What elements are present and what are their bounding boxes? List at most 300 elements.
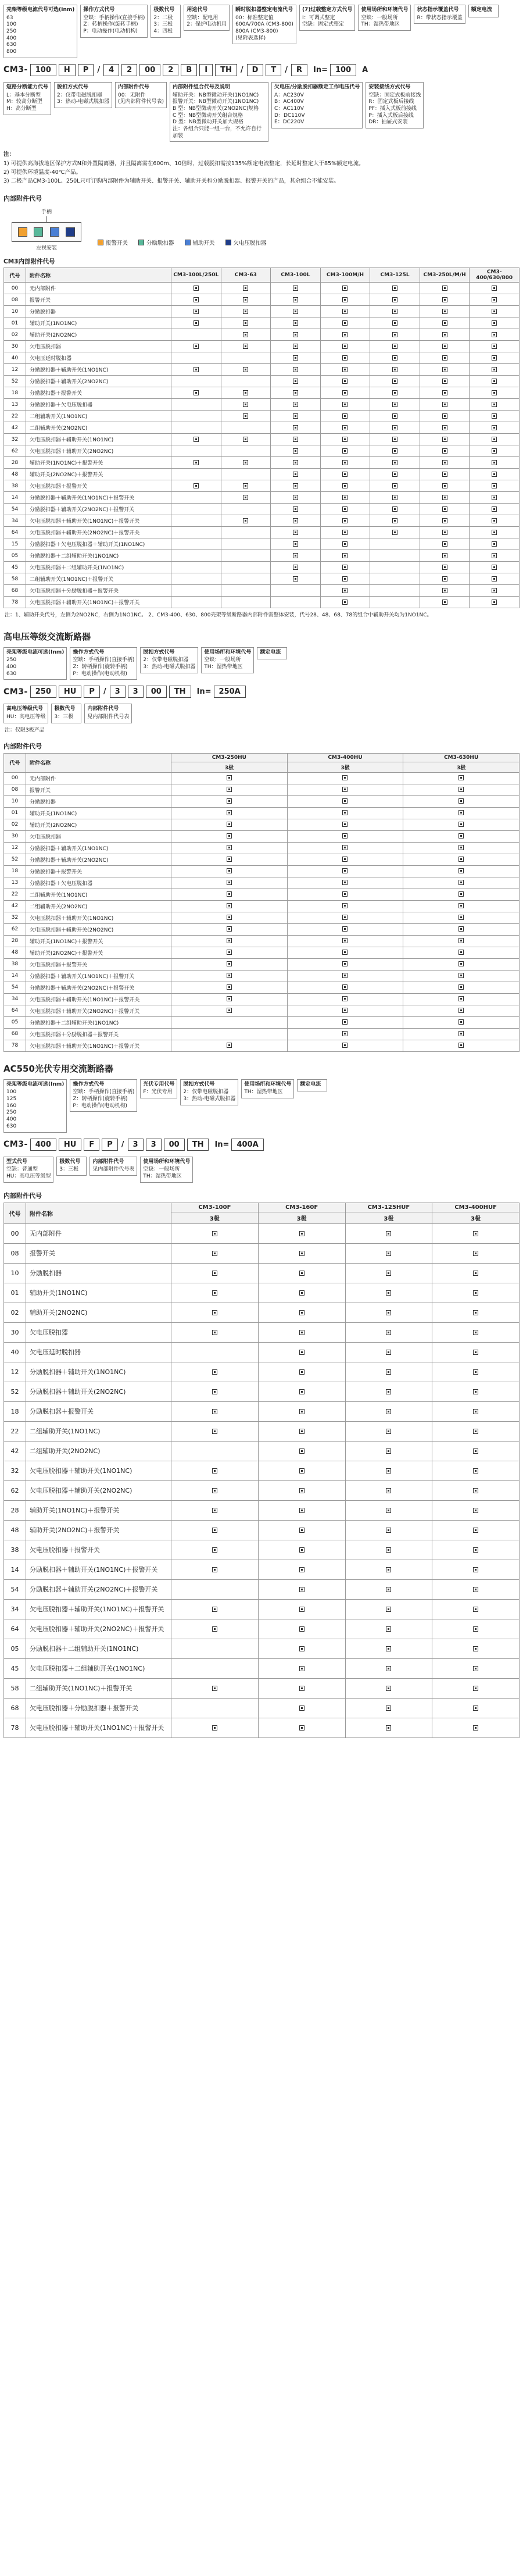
availability-cell	[221, 399, 271, 411]
availability-mark	[458, 984, 464, 990]
availability-cell	[403, 854, 520, 865]
availability-mark	[342, 297, 348, 302]
model3-code-line	[3, 1139, 520, 1151]
annotation-box-title: 光伏专用代号	[143, 1081, 175, 1087]
availability-cell	[258, 1362, 345, 1382]
availability-mark	[473, 1409, 478, 1414]
code-segment: 4	[103, 64, 119, 76]
annotation-box-item: L：基本分断型	[6, 92, 41, 98]
availability-cell	[432, 1401, 520, 1421]
availability-mark	[194, 297, 199, 302]
availability-mark	[442, 600, 447, 605]
annotation-box	[3, 1157, 53, 1183]
availability-cell	[420, 469, 470, 480]
availability-mark	[442, 309, 447, 314]
availability-cell	[345, 1500, 432, 1520]
accessory-name: 欠电压脱扣器＋辅助开关(2NO2NC)	[26, 923, 171, 935]
code-segment: 400	[30, 1139, 56, 1151]
availability-mark	[293, 565, 298, 570]
availability-cell	[403, 993, 520, 1005]
accessory-name: 分励脱扣器＋辅助开关(1NO1NC)＋报警开关	[26, 970, 171, 982]
availability-cell	[403, 877, 520, 889]
annotation-box-item: Z：转柄操作(旋转手柄)	[83, 22, 138, 28]
availability-mark	[442, 495, 447, 500]
availability-cell	[171, 585, 221, 597]
availability-mark	[473, 1607, 478, 1612]
availability-cell	[171, 784, 288, 795]
availability-mark	[194, 309, 199, 314]
availability-mark	[342, 822, 348, 827]
availability-cell	[320, 550, 370, 562]
availability-cell	[432, 1658, 520, 1678]
availability-cell	[221, 573, 271, 585]
availability-cell	[432, 1698, 520, 1718]
model2-code-line	[3, 686, 520, 698]
availability-mark	[243, 367, 248, 372]
availability-cell	[171, 947, 288, 958]
availability-cell	[171, 830, 288, 842]
model-column-header: CM3-250L/M/H	[420, 268, 470, 283]
annotation-box-title: 极数代号	[153, 7, 175, 13]
table-row	[4, 550, 520, 562]
annotation-box-item: HU：高电压等级型	[6, 1173, 51, 1179]
annotation-box-item: 辅助开关：NB型微动开关(1NO1NC)	[173, 92, 259, 98]
availability-cell	[171, 445, 221, 457]
table-row	[4, 283, 520, 294]
availability-cell	[345, 1322, 432, 1342]
table-row	[4, 1520, 520, 1540]
availability-mark	[392, 344, 397, 349]
availability-mark	[293, 518, 298, 523]
availability-mark	[386, 1468, 391, 1473]
name-column-header: 附件名称	[26, 753, 171, 772]
annotation-box-item: 空缺：固定式整定	[302, 22, 344, 28]
availability-cell	[470, 562, 520, 573]
rated-current-label: In=	[214, 1140, 230, 1149]
availability-mark	[492, 541, 497, 547]
availability-cell	[420, 294, 470, 306]
annotation-box-title: (7)过载整定方式代号	[302, 7, 353, 13]
availability-cell	[432, 1362, 520, 1382]
accessory-code: 48	[4, 947, 26, 958]
accessory-code: 02	[4, 1303, 26, 1322]
availability-mark	[212, 1626, 217, 1632]
code-segment: HU	[59, 686, 81, 698]
availability-cell	[403, 947, 520, 958]
accessory-position-block	[66, 227, 75, 237]
cm3-accessory-table	[3, 267, 520, 608]
annotation-box-item: 注：各组合只能一组一台，不允许自行加装	[173, 126, 262, 139]
availability-mark	[342, 588, 348, 593]
availability-mark	[194, 286, 199, 291]
availability-mark	[342, 926, 348, 932]
availability-cell	[171, 1016, 288, 1028]
accessory-code: 42	[4, 422, 26, 434]
availability-mark	[442, 286, 447, 291]
table-head	[4, 268, 520, 283]
annotation-box-title: 脱扣方式代号	[143, 649, 175, 655]
availability-mark	[458, 857, 464, 862]
availability-mark	[492, 506, 497, 512]
availability-mark	[212, 1567, 217, 1572]
annotation-box	[140, 1157, 193, 1183]
availability-cell	[345, 1619, 432, 1639]
availability-mark	[293, 495, 298, 500]
availability-mark	[243, 483, 248, 488]
accessory-name: 分励脱扣器＋辅助开关(1NO1NC)＋报警开关	[26, 492, 171, 504]
availability-cell	[370, 341, 420, 352]
availability-mark	[342, 903, 348, 908]
table-row	[4, 854, 520, 865]
availability-cell	[171, 294, 221, 306]
table-row	[4, 935, 520, 947]
availability-cell	[221, 364, 271, 376]
annotation-box-item: D 型：NB型微动开关加大规格	[173, 119, 243, 126]
annotation-box-item: 3：三极	[54, 714, 74, 720]
annotation-box-title: 操作方式代号	[83, 7, 115, 13]
code-separator: /	[121, 1140, 124, 1149]
availability-cell	[171, 935, 288, 947]
availability-cell	[171, 457, 221, 469]
accessory-code: 54	[4, 982, 26, 993]
availability-cell	[470, 527, 520, 538]
availability-cell	[258, 1421, 345, 1441]
availability-cell	[403, 900, 520, 912]
availability-mark	[392, 286, 397, 291]
accessory-code: 10	[4, 306, 26, 317]
annotation-box-item: 3：热动-电磁式脱扣器	[143, 663, 196, 670]
accessory-name: 欠电压脱扣器＋辅助开关(1NO1NC)＋报警开关	[26, 1718, 171, 1737]
availability-mark	[473, 1330, 478, 1335]
availability-cell	[345, 1540, 432, 1560]
availability-cell	[171, 317, 221, 329]
availability-cell	[171, 1480, 259, 1500]
availability-mark	[458, 926, 464, 932]
table-row	[4, 1560, 520, 1579]
table-row	[4, 772, 520, 784]
note-item: 2) 可提供环境温度-40℃产品。	[3, 169, 81, 176]
availability-mark	[442, 576, 447, 581]
availability-cell	[370, 504, 420, 515]
availability-mark	[386, 1725, 391, 1731]
accessory-code: 32	[4, 1461, 26, 1480]
availability-cell	[320, 283, 370, 294]
code-segment: B	[181, 64, 197, 76]
table-row	[4, 562, 520, 573]
annotation-box-item: C 型：NB型微动开关组合规格	[173, 112, 243, 119]
annotation-box-title: 极数代号	[59, 1158, 81, 1165]
availability-mark	[194, 437, 199, 442]
availability-mark	[473, 1508, 478, 1513]
availability-mark	[392, 518, 397, 523]
availability-cell	[258, 1639, 345, 1658]
availability-mark	[212, 1607, 217, 1612]
accessory-code: 68	[4, 585, 26, 597]
availability-mark	[386, 1409, 391, 1414]
availability-mark	[442, 367, 447, 372]
availability-mark	[243, 413, 248, 419]
pole-subheader: 3极	[432, 1212, 520, 1223]
availability-cell	[470, 399, 520, 411]
table-row	[4, 329, 520, 341]
availability-cell	[171, 854, 288, 865]
accessory-name: 报警开关	[26, 1243, 171, 1263]
availability-mark	[227, 915, 232, 920]
availability-cell	[320, 445, 370, 457]
availability-cell	[345, 1441, 432, 1461]
availability-cell	[271, 492, 321, 504]
breaker-drawing	[12, 208, 81, 251]
accessory-code: 38	[4, 480, 26, 492]
table-row	[4, 411, 520, 422]
availability-mark	[442, 320, 447, 326]
availability-cell	[287, 807, 403, 819]
accessory-name: 欠电压脱扣器	[26, 1322, 171, 1342]
availability-mark	[392, 472, 397, 477]
annotation-box-item: 400	[6, 35, 17, 41]
availability-cell	[171, 1005, 288, 1016]
accessory-code: 12	[4, 842, 26, 854]
table-row	[4, 947, 520, 958]
accessory-code: 14	[4, 970, 26, 982]
availability-mark	[299, 1587, 305, 1592]
accessory-code: 28	[4, 1500, 26, 1520]
availability-cell	[370, 597, 420, 608]
availability-mark	[293, 367, 298, 372]
availability-mark	[293, 530, 298, 535]
availability-cell	[420, 562, 470, 573]
table-row	[4, 306, 520, 317]
model1-code-line	[3, 64, 520, 76]
annotation-box-item: 250	[6, 1109, 17, 1116]
availability-mark	[392, 413, 397, 419]
availability-cell	[370, 573, 420, 585]
annotation-box-title: 内部附件代号	[87, 706, 119, 712]
availability-mark	[342, 472, 348, 477]
availability-cell	[258, 1560, 345, 1579]
availability-mark	[243, 297, 248, 302]
availability-mark	[458, 880, 464, 885]
availability-mark	[442, 344, 447, 349]
availability-cell	[470, 492, 520, 504]
availability-mark	[212, 1429, 217, 1434]
annotation-box-item: 00：无附件	[118, 92, 146, 98]
availability-cell	[432, 1263, 520, 1283]
model-column-header: CM3-100F	[171, 1203, 259, 1212]
availability-cell	[320, 364, 370, 376]
availability-mark	[473, 1310, 478, 1315]
annotation-box	[140, 647, 198, 673]
accessory-code: 64	[4, 1005, 26, 1016]
table-row	[4, 842, 520, 854]
availability-mark	[212, 1686, 217, 1691]
accessory-name: 分励脱扣器＋欠电压脱扣器	[26, 877, 171, 889]
accessory-code: 62	[4, 1480, 26, 1500]
annotation-box-item: TH：湿热带地区	[204, 663, 243, 670]
availability-cell	[271, 317, 321, 329]
availability-cell	[271, 573, 321, 585]
annotation-box-title: 操作方式代号	[73, 649, 105, 655]
availability-cell	[345, 1520, 432, 1540]
availability-mark	[243, 320, 248, 326]
table-head	[4, 753, 520, 772]
availability-mark	[458, 996, 464, 1001]
pv-accessory-heading: 内部附件代号	[3, 1191, 42, 1200]
availability-mark	[492, 460, 497, 465]
annotation-box	[3, 647, 67, 680]
availability-cell	[403, 1028, 520, 1040]
availability-mark	[227, 833, 232, 839]
availability-cell	[287, 1028, 403, 1040]
annotation-box	[241, 1079, 294, 1098]
availability-mark	[293, 576, 298, 581]
accessory-name: 辅助开关(2NO2NC)	[26, 329, 171, 341]
availability-cell	[258, 1619, 345, 1639]
availability-cell	[432, 1322, 520, 1342]
availability-mark	[386, 1310, 391, 1315]
availability-cell	[420, 480, 470, 492]
annotation-box-item: 125	[6, 1096, 17, 1103]
availability-mark	[458, 973, 464, 978]
accessory-code: 02	[4, 819, 26, 830]
availability-cell	[287, 795, 403, 807]
table-row	[4, 1362, 520, 1382]
availability-cell	[345, 1560, 432, 1579]
availability-cell	[171, 1441, 259, 1461]
availability-cell	[370, 480, 420, 492]
availability-cell	[403, 889, 520, 900]
availability-mark	[492, 367, 497, 372]
accessory-code: 64	[4, 527, 26, 538]
availability-cell	[221, 341, 271, 352]
availability-cell	[171, 434, 221, 445]
availability-mark	[442, 483, 447, 488]
availability-cell	[370, 562, 420, 573]
table-row	[4, 889, 520, 900]
availability-mark	[386, 1251, 391, 1256]
availability-cell	[470, 306, 520, 317]
availability-cell	[287, 912, 403, 923]
annotation-box-item: 4：四极	[153, 28, 173, 35]
availability-cell	[320, 399, 370, 411]
availability-mark	[473, 1528, 478, 1533]
accessory-code: 78	[4, 1718, 26, 1737]
pole-subheader: 3极	[403, 762, 520, 772]
availability-cell	[320, 294, 370, 306]
availability-cell	[370, 469, 420, 480]
table-row	[4, 865, 520, 877]
availability-cell	[171, 515, 221, 527]
availability-mark	[386, 1686, 391, 1691]
availability-cell	[221, 387, 271, 399]
code-segment: 00	[164, 1139, 185, 1151]
availability-mark	[386, 1567, 391, 1572]
table-row	[4, 294, 520, 306]
availability-cell	[320, 527, 370, 538]
availability-mark	[342, 286, 348, 291]
accessory-name: 欠电压脱扣器＋分励脱扣器＋报警开关	[26, 1698, 171, 1718]
availability-mark	[458, 845, 464, 850]
availability-cell	[432, 1599, 520, 1619]
availability-mark	[227, 798, 232, 804]
annotation-box-item: 3：热动-电磁式脱扣器	[57, 99, 109, 105]
annotation-box-title: 欠电压/分励脱扣器额定工作电压代号	[274, 84, 360, 90]
annotation-box-title: 高电压等级代号	[6, 706, 44, 712]
availability-cell	[420, 538, 470, 550]
table-row	[4, 1678, 520, 1698]
availability-mark	[492, 495, 497, 500]
accessory-name: 二组辅助开关(1NO1NC)＋报警开关	[26, 573, 171, 585]
availability-mark	[342, 460, 348, 465]
availability-mark	[212, 1725, 217, 1731]
notes-title: 注：	[3, 151, 15, 158]
availability-mark	[386, 1290, 391, 1296]
availability-cell	[171, 1639, 259, 1658]
availability-cell	[221, 469, 271, 480]
availability-cell	[320, 597, 370, 608]
availability-cell	[171, 1500, 259, 1520]
availability-mark	[293, 413, 298, 419]
availability-mark	[342, 915, 348, 920]
annotation-box-title: 操作方式代号	[73, 1081, 105, 1087]
availability-cell	[221, 376, 271, 387]
availability-cell	[171, 1718, 259, 1737]
annotation-box	[257, 647, 287, 660]
code-column-header: 代号	[4, 1203, 26, 1223]
availability-mark	[299, 1290, 305, 1296]
availability-mark	[227, 845, 232, 850]
availability-cell	[258, 1382, 345, 1401]
availability-cell	[370, 457, 420, 469]
availability-mark	[299, 1488, 305, 1493]
accessory-code: 00	[4, 772, 26, 784]
availability-cell	[271, 387, 321, 399]
availability-mark	[392, 297, 397, 302]
availability-cell	[171, 1263, 259, 1283]
availability-mark	[194, 320, 199, 326]
table-row	[4, 317, 520, 329]
availability-cell	[287, 830, 403, 842]
availability-mark	[386, 1646, 391, 1651]
availability-mark	[458, 822, 464, 827]
annotation-box-item: 3：三极	[59, 1166, 79, 1173]
model-column-header: CM3-125HUF	[345, 1203, 432, 1212]
accessory-code: 05	[4, 1016, 26, 1028]
availability-cell	[221, 283, 271, 294]
accessory-name: 报警开关	[26, 784, 171, 795]
availability-mark	[299, 1547, 305, 1553]
accessory-name: 辅助开关(1NO1NC)＋报警开关	[26, 457, 171, 469]
availability-cell	[171, 562, 221, 573]
code-segment: TH	[169, 686, 191, 698]
availability-cell	[420, 434, 470, 445]
availability-mark	[342, 868, 348, 873]
accessory-position-block	[34, 227, 43, 237]
annotation-box-title: 额定电流	[260, 649, 281, 655]
annotation-box-item: 00：标准整定值	[235, 15, 274, 21]
annotation-box-item: 400	[6, 663, 17, 670]
annotation-box	[3, 1079, 67, 1133]
availability-mark	[293, 437, 298, 442]
table-row	[4, 480, 520, 492]
annotation-box-item: D：DC110V	[274, 112, 305, 119]
annotation-box-item: F：光伏专用	[143, 1089, 173, 1096]
accessory-name: 欠电压脱扣器＋二组辅助开关(1NO1NC)	[26, 562, 171, 573]
availability-mark	[299, 1310, 305, 1315]
availability-cell	[171, 364, 221, 376]
availability-mark	[342, 984, 348, 990]
availability-mark	[212, 1389, 217, 1394]
